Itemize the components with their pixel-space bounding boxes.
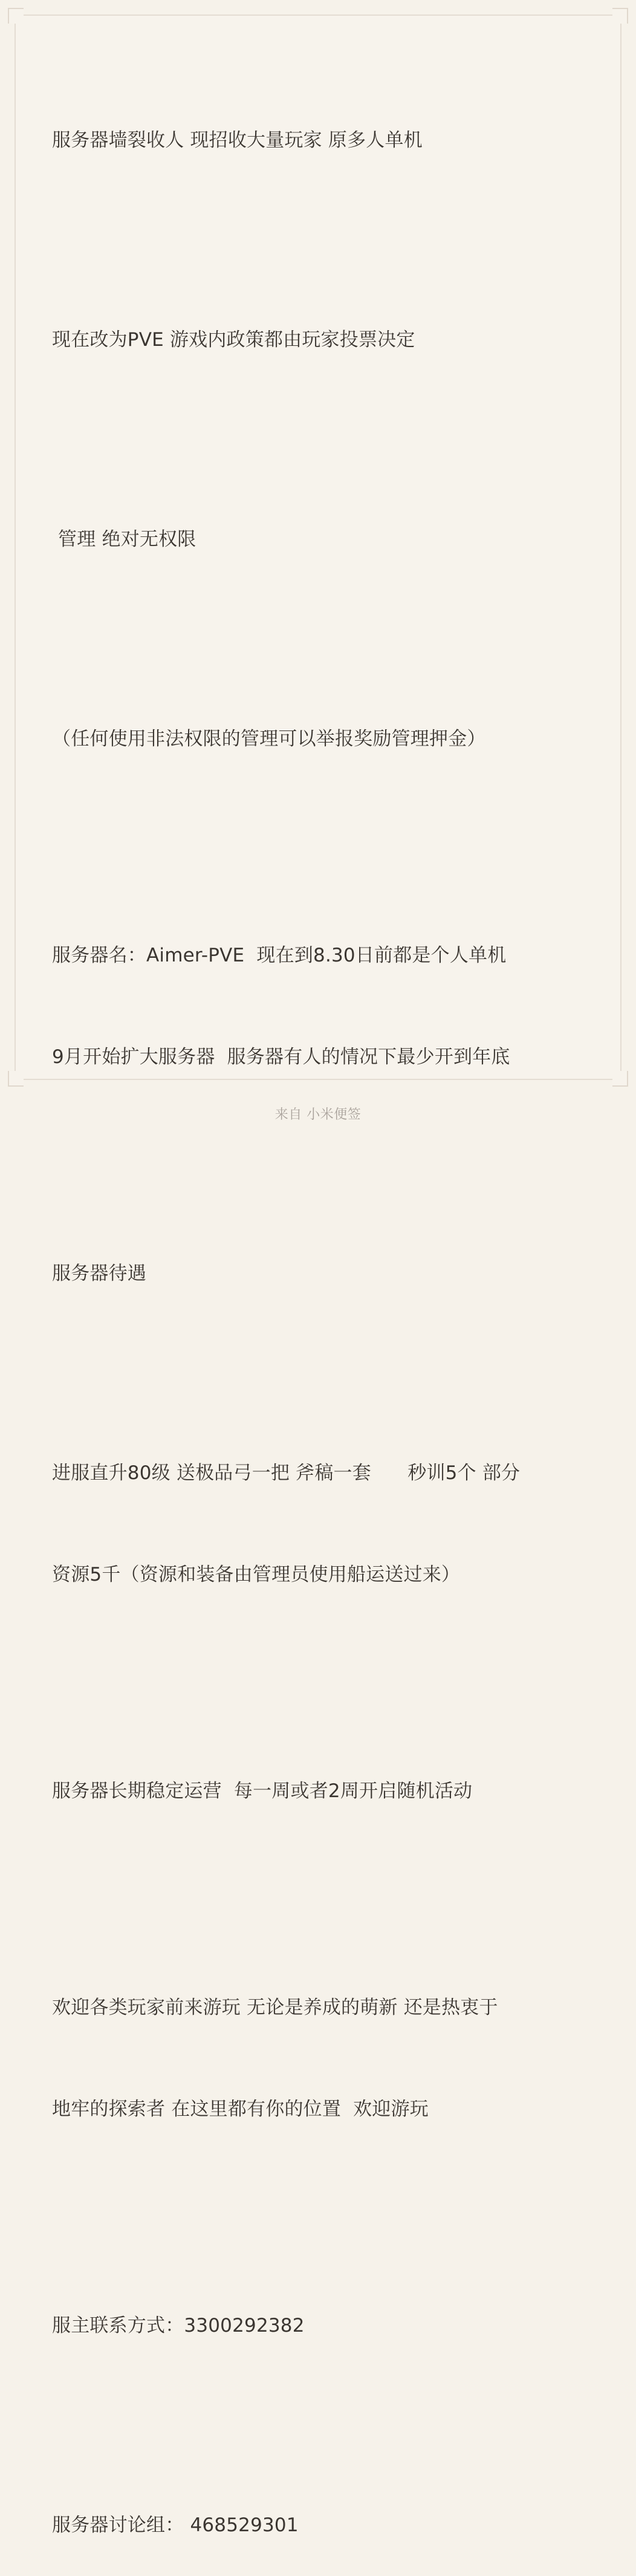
frame-corner-ornament	[612, 8, 628, 24]
benefits-line: 资源5千（资源和装备由管理员使用船运送过来）	[52, 1564, 461, 1586]
note-line: 服务器长期稳定运营 每一周或者2周开启随机活动	[52, 1780, 473, 1802]
note-line: 欢迎各类玩家前来游玩 无论是养成的萌新 还是热衷于	[52, 1997, 498, 2018]
section-heading: 服务器待遇	[52, 1263, 146, 1284]
server-name-line: 服务器名：Aimer-PVE 现在到8.30日前都是个人单机	[52, 945, 507, 966]
note-line: 现在改为PVE 游戏内政策都由玩家投票决定	[52, 329, 415, 351]
note-line: 地牢的探索者 在这里都有你的位置 欢迎游玩	[52, 2098, 429, 2120]
frame-corner-ornament	[8, 1071, 24, 1087]
note-line: 服务器墙裂收人 现招收大量玩家 原多人单机	[52, 129, 423, 151]
contact-line: 服主联系方式：3300292382	[52, 2315, 305, 2337]
source-footer: 来自 小米便签	[274, 1107, 362, 1122]
frame-corner-ornament	[612, 1071, 628, 1087]
frame-corner-ornament	[8, 8, 24, 24]
note-line: （任何使用非法权限的管理可以举报奖励管理押金）	[52, 728, 486, 750]
note-body	[52, 56, 596, 2576]
benefits-line: 进服直升80级 送极品弓一把 斧稿一套 秒训5个 部分	[52, 1462, 521, 1484]
group-line: 服务器讨论组： 468529301	[52, 2514, 299, 2536]
note-line: 管理 绝对无权限	[52, 529, 196, 550]
note-line: 9月开始扩大服务器 服务器有人的情况下最少开到年底	[52, 1046, 510, 1068]
